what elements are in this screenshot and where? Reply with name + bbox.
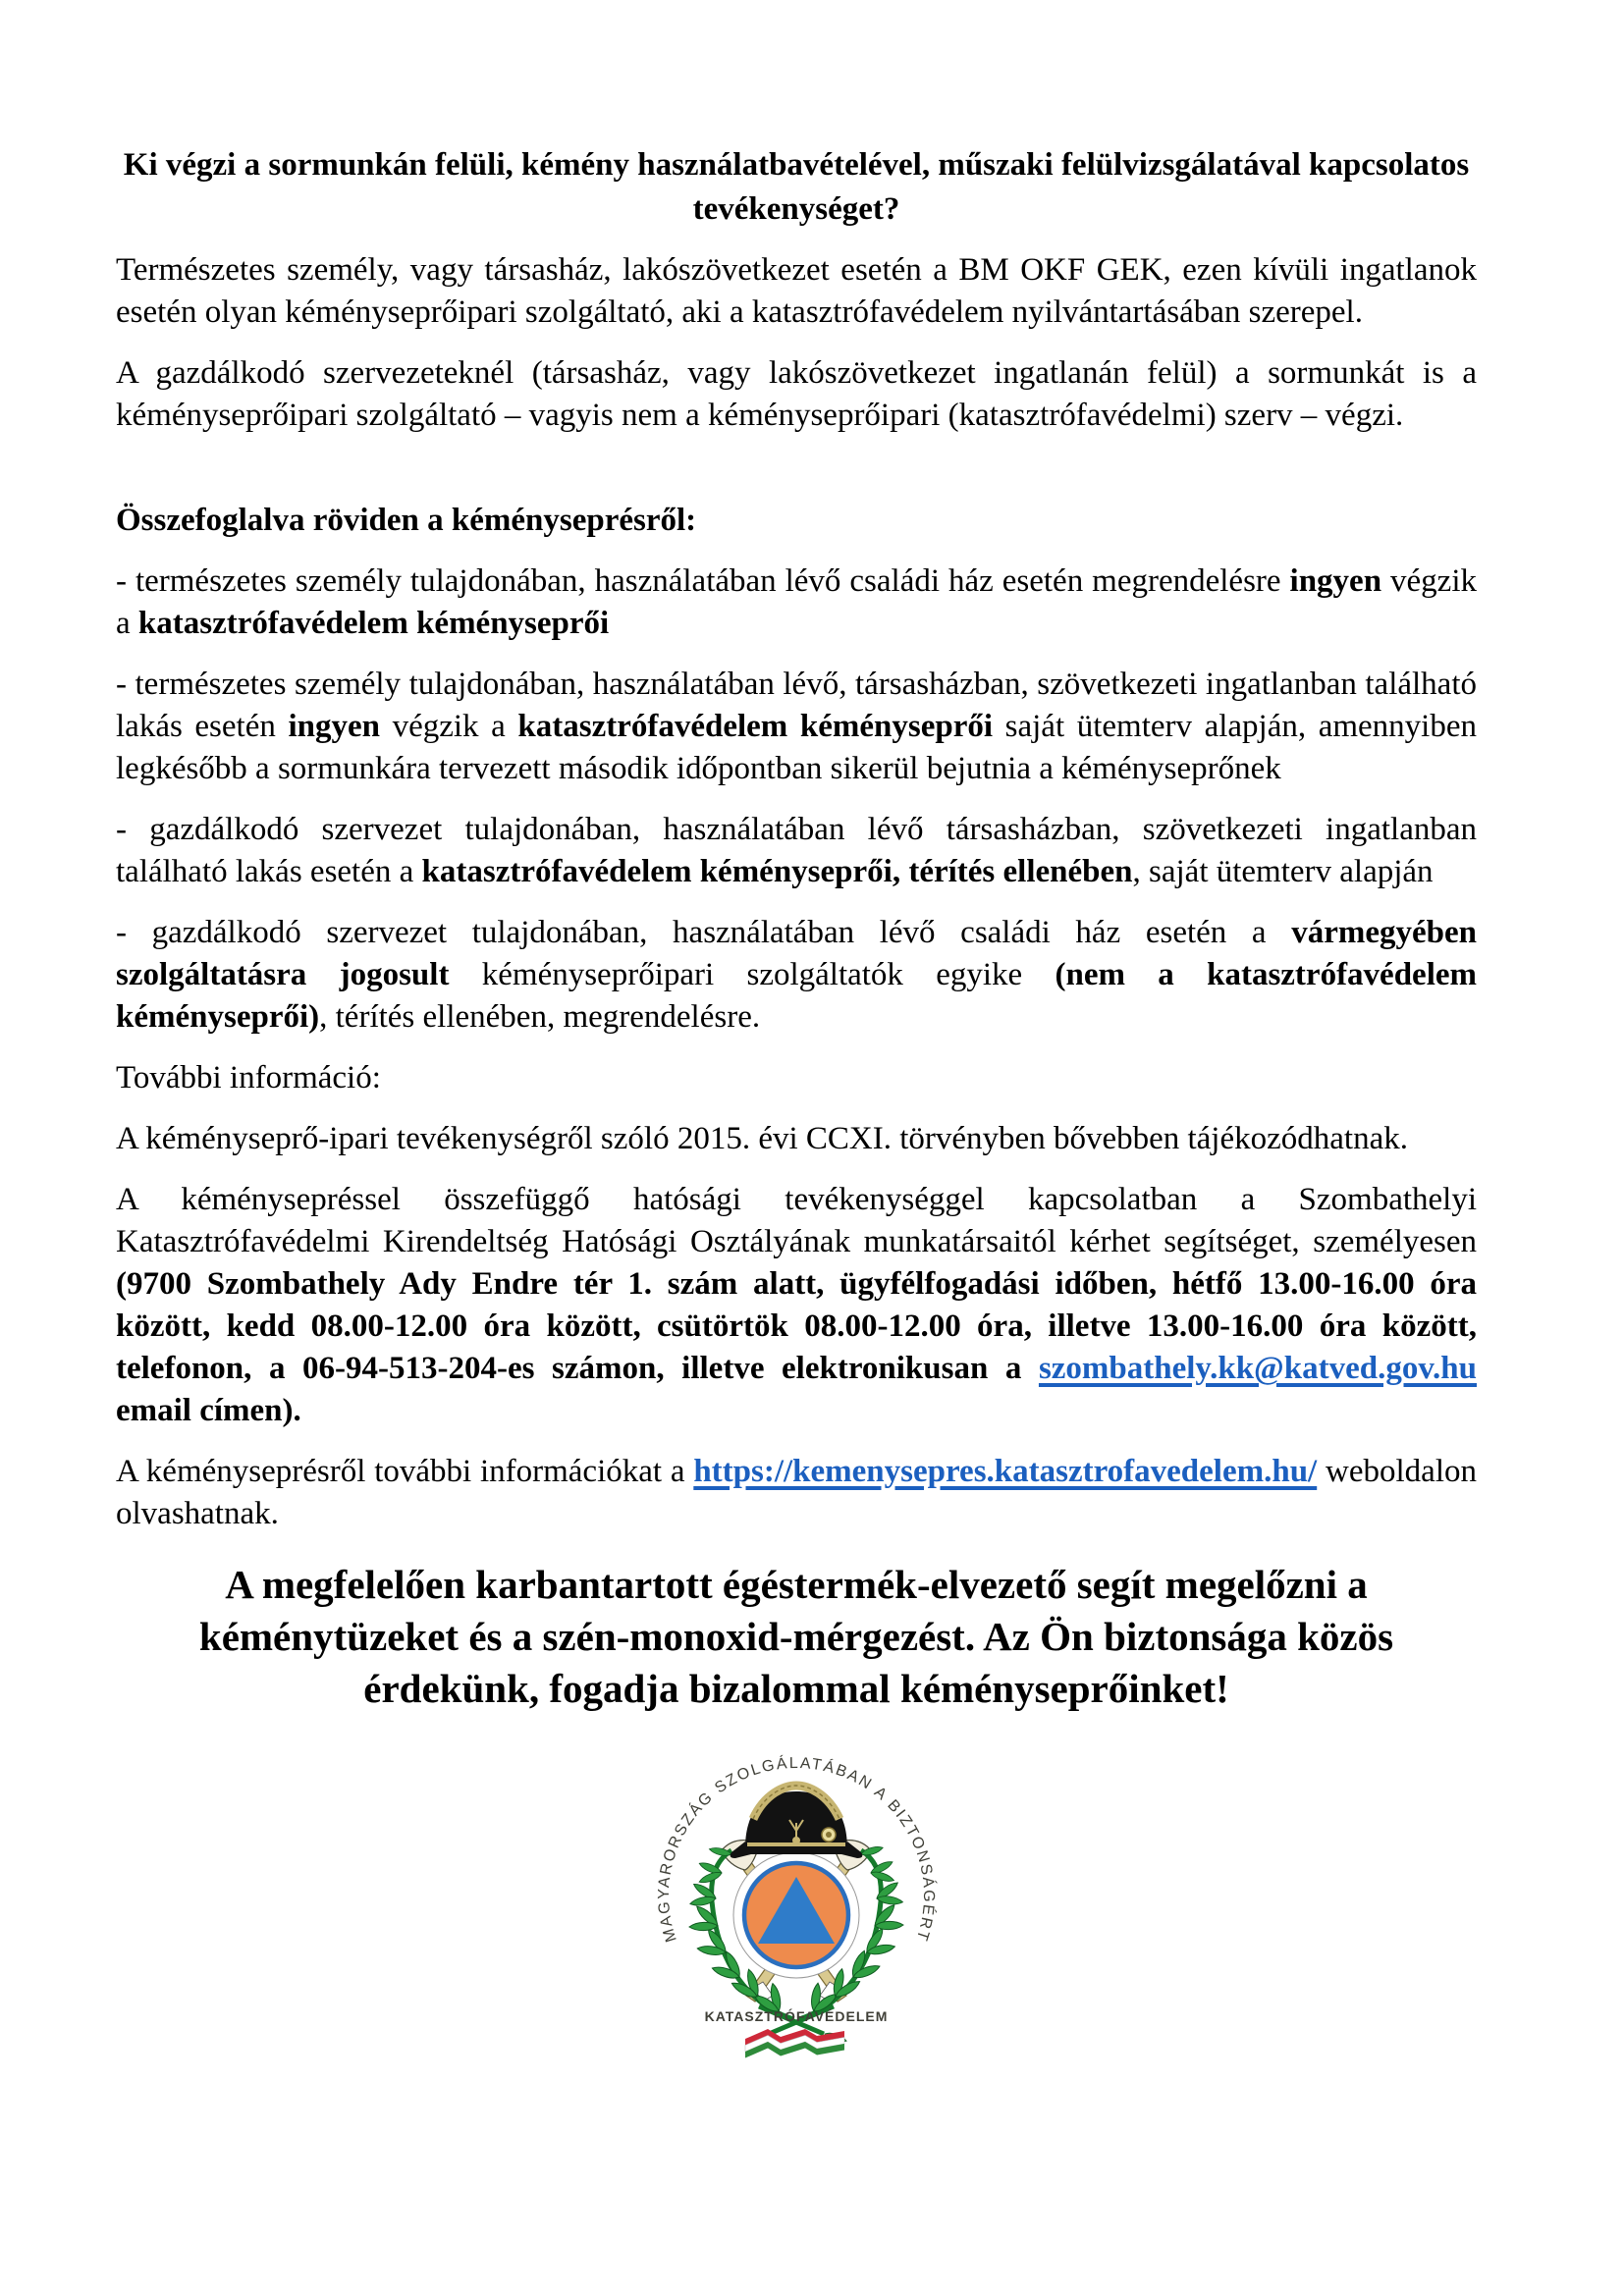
civil-protection-emblem — [733, 1852, 859, 1978]
text-segment: saját ütemterv alapján, amennyiben legkésőbb a sormunkára tervezett második időpontban sikerül bejutnia a kéményseprőnek — [116, 709, 1477, 786]
bullet-item-3 — [116, 809, 1477, 893]
text-segment: kéményseprőipari szolgáltatók egyike — [449, 957, 1056, 992]
intro-paragraph-2: A gazdálkodó szervezeteknél (társasház, vagy lakószövetkezet ingatlanán felül) a sormunkát is a kéményseprőipari szolgáltató – vagyis nem a kéményseprőipari (katasztrófavédelmi) szerv – végzi. — [116, 355, 1477, 433]
text-segment: ingyen — [288, 709, 380, 744]
text-segment: végzik a — [116, 563, 1477, 641]
document-title: Ki végzi a sormunkán felüli, kémény használatbavételével, műszaki felülvizsgálatával kapcsolatos tevékenységet? — [123, 147, 1470, 227]
text-segment: A kéményseprésről további információkat a — [116, 1454, 694, 1489]
text-segment: ingyen — [1289, 563, 1382, 599]
closing-statement: A megfelelően karbantartott égéstermék-elvezető segít megelőzni a kéménytüzeket és a szén-monoxid-mérgezést. Az Ön biztonsága közös érdekünk, fogadja bizalommal kéményseprőinket! — [198, 1562, 1394, 1711]
text-segment: (nem a katasztrófavédelem kéményseprői) — [116, 957, 1478, 1035]
intro-paragraph-1: Természetes személy, vagy társasház, lakószövetkezet esetén a BM OKF GEK, ezen kívüli ingatlanok esetén olyan kéményseprőipari szolgáltató, aki a katasztrófavédelem nyilvántartásában szerepel. — [116, 252, 1477, 330]
firefighter-helmet-icon — [731, 1786, 863, 1858]
logo-arc-text: MAGYARORSZÁG SZOLGÁLATÁBAN A BIZTONSÁGÉRT — [655, 1754, 938, 1945]
text-segment: katasztrófavédelem kéményseprői — [137, 606, 610, 641]
text-segment: (9700 Szombathely Ady Endre tér 1. szám alatt, ügyfélfogadási időben, hétfő 13.00-16.00 óra között, kedd 08.00-12.00 óra között, csütörtök 08.00-12.00 óra, illetve 13.00-16.00 óra között, telefonon, a 06-94-513-204-es számon, illetve elektronikusan a — [116, 1266, 1477, 1386]
summary-heading: Összefoglalva röviden a kéményseprésről: — [116, 503, 697, 538]
contact-paragraph — [116, 1179, 1477, 1432]
text-segment: - gazdálkodó szervezet tulajdonában, használatában lévő családi ház esetén a — [116, 915, 1292, 950]
bullet-item-1 — [116, 561, 1477, 645]
bullet-item-2 — [116, 664, 1477, 790]
text-segment: vármegyében szolgáltatásra jogosult — [116, 915, 1477, 992]
text-segment: weboldalon olvashatnak. — [116, 1454, 1477, 1531]
bullet-item-4 — [116, 912, 1477, 1039]
text-segment: - gazdálkodó szervezet tulajdonában, használatában lévő társasházban, szövetkezeti ingatlanban található lakás esetén a — [116, 812, 1477, 889]
text-segment: - természetes személy tulajdonában, használatában lévő családi ház esetén megrendelésre — [116, 563, 1290, 599]
text-segment: A kéménysepréssel összefüggő hatósági tevékenységgel kapcsolatban a Szombathelyi Katasztrófavédelmi Kirendeltség Hatósági Osztályának munkatársaitól kérhet segítséget, személyesen — [116, 1182, 1477, 1259]
logo-container — [116, 1748, 1477, 2062]
website-link[interactable]: https://kemenysepres.katasztrofavedelem.hu/ — [693, 1454, 1318, 1489]
law-paragraph: A kéményseprő-ipari tevékenységről szóló 2015. évi CCXI. törvényben bővebben tájékozódhatnak. — [116, 1121, 1408, 1156]
more-info-label: További információ: — [116, 1060, 381, 1095]
text-segment: katasztrófavédelem kéményseprői — [517, 709, 994, 744]
text-segment: , saját ütemterv alapján — [1132, 854, 1434, 889]
text-segment: - természetes személy tulajdonában, használatában lévő, társasházban, szövetkezeti ingatlanban található lakás esetén — [116, 667, 1477, 744]
logo-caption: KATASZTRÓFAVÉDELEM — [704, 2008, 889, 2024]
email-link[interactable]: szombathely.kk@katved.gov.hu — [1038, 1351, 1477, 1386]
text-segment: , térítés ellenében, megrendelésre. — [319, 999, 761, 1035]
text-segment: katasztrófavédelem kéményseprői, térítés ellenében — [421, 854, 1133, 889]
text-segment: végzik a — [379, 709, 518, 744]
katasztrofavedelem-logo — [649, 1748, 944, 2062]
text-segment: email címen). — [116, 1393, 301, 1428]
website-paragraph — [116, 1451, 1477, 1535]
